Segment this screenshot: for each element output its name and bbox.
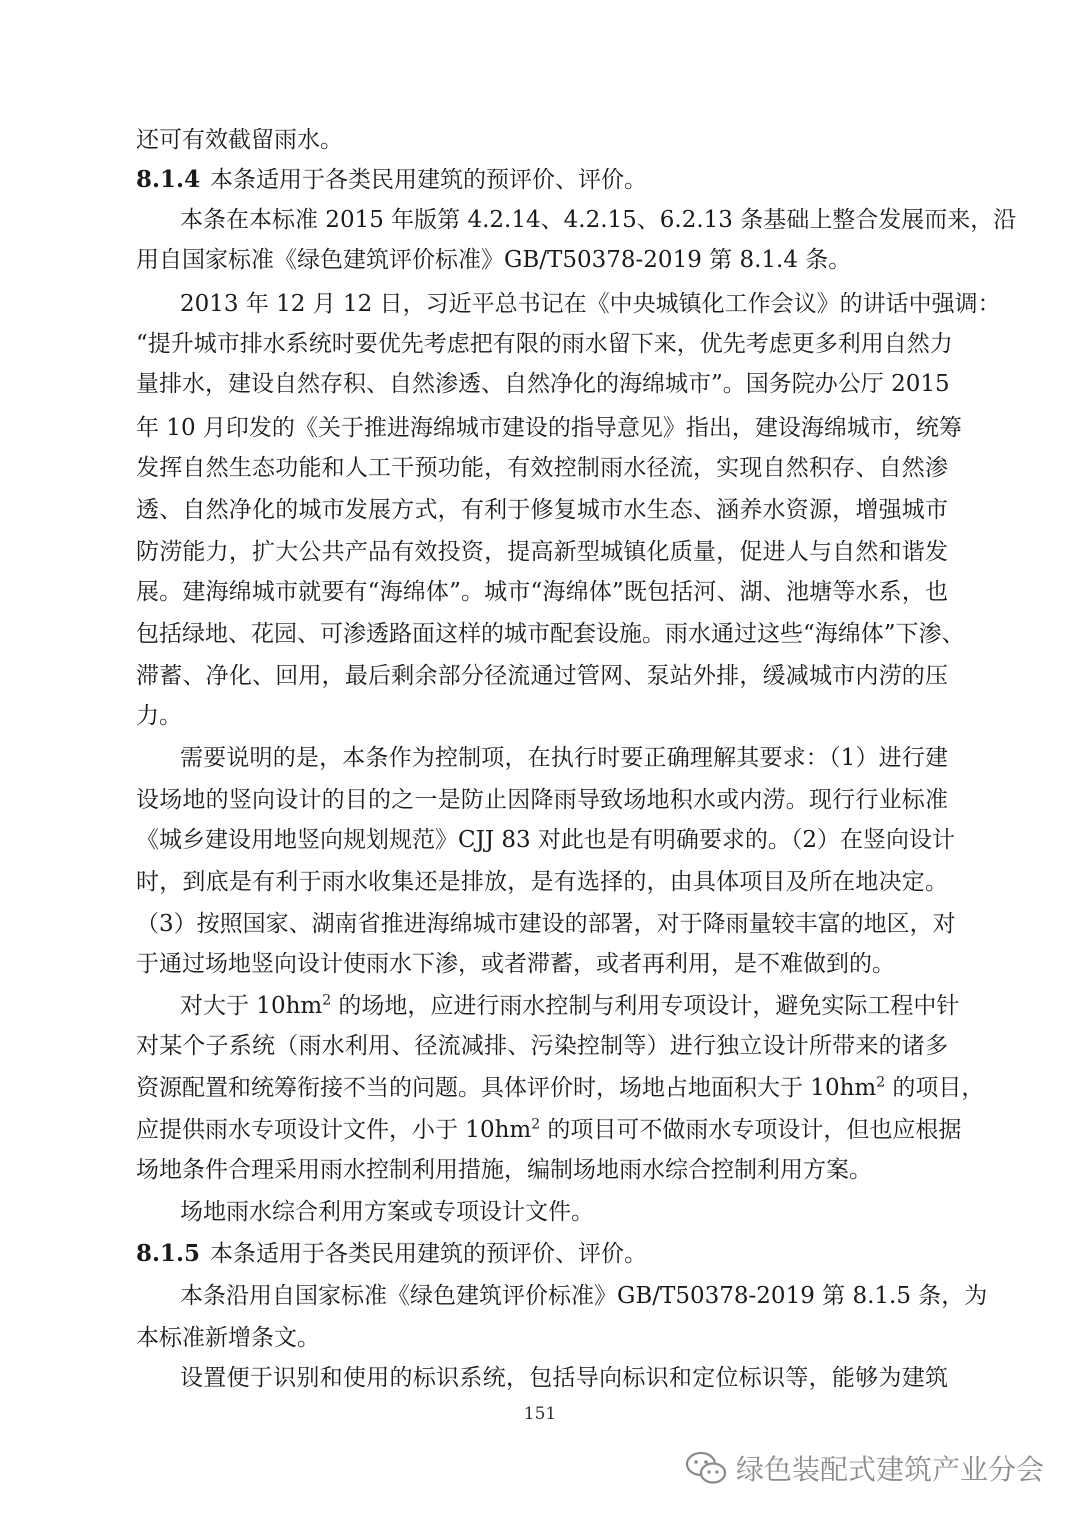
text-line: 设置便于识别和使用的标识系统，包括导向标识和定位标识等，能够为建筑 (180, 1365, 948, 1391)
text-line: （3）按照国家、湖南省推进海绵城市建设的部署，对于降雨量较丰富的地区，对 (136, 911, 956, 937)
text-line: 发挥自然生态功能和人工干预功能，有效控制雨水径流，实现自然积存、自然渗 (136, 455, 948, 481)
text-line: 应提供雨水专项设计文件，小于 $10hm^2$ 的项目可不做雨水专项设计，但也应根据 (136, 1116, 962, 1143)
text-line: 量排水，建设自然存积、自然渗透、自然净化的海绵城市”。国务院办公厅 2015 (136, 371, 950, 397)
text-line: 本条在本标准 2015 年版第 4.2.14、4.2.15、6.2.13 条基础上整合发展而来，沿 (180, 207, 1017, 233)
section-heading-8-1-4: 8.1.4 本条适用于各类民用建筑的预评价、评价。 (136, 166, 648, 193)
text-line: 本标准新增条文。 (136, 1325, 320, 1351)
section-number: 8.1.5 (136, 1240, 201, 1267)
text-line: 年 10 月印发的《关于推进海绵城市建设的指导意见》指出，建设海绵城市，统筹 (136, 415, 962, 441)
watermark-text: 绿色装配式建筑产业分会 (735, 1453, 1044, 1486)
watermark (684, 1446, 1044, 1490)
section-number: 8.1.4 (136, 166, 201, 193)
text-line: 设场地的竖向设计的目的之一是防止因降雨导致场地积水或内涝。现行行业标准 (136, 787, 948, 813)
text-line: 本条沿用自国家标准《绿色建筑评价标准》GB/T50378-2019 第 8.1.5 条，为 (180, 1283, 988, 1309)
text-line: 力。 (136, 703, 182, 729)
text-line: 对大于 $10hm^2$ 的场地，应进行雨水控制与利用专项设计，避免实际工程中针 (180, 992, 960, 1019)
wechat-icon (684, 1450, 728, 1486)
section-heading-8-1-5: 8.1.5 本条适用于各类民用建筑的预评价、评价。 (136, 1240, 648, 1267)
text-line: 还可有效截留雨水。 (136, 127, 343, 153)
text-line: 《城乡建设用地竖向规划规范》CJJ 83 对此也是有明确要求的。（2）在竖向设计 (136, 827, 956, 853)
page-number: 151 (523, 1404, 557, 1424)
text-line: 场地雨水综合利用方案或专项设计文件。 (180, 1199, 594, 1225)
text-line: 场地条件合理采用雨水控制利用措施，编制场地雨水综合控制利用方案。 (136, 1157, 872, 1183)
text-line: 滞蓄、净化、回用，最后剩余部分径流通过管网、泵站外排，缓减城市内涝的压 (136, 663, 948, 689)
text-line: 于通过场地竖向设计使雨水下渗，或者滞蓄，或者再利用，是不难做到的。 (136, 951, 895, 977)
text-line: 防涝能力，扩大公共产品有效投资，提高新型城镇化质量，促进人与自然和谐发 (136, 539, 948, 565)
text-line: “提升城市排水系统时要优先考虑把有限的雨水留下来，优先考虑更多利用自然力 (136, 331, 953, 357)
text-line: 包括绿地、花园、可渗透路面这样的城市配套设施。雨水通过这些“海绵体”下渗、 (136, 621, 965, 647)
text-line: 透、自然净化的城市发展方式，有利于修复城市水生态、涵养水资源，增强城市 (136, 497, 948, 523)
text-line: 用自国家标准《绿色建筑评价标准》GB/T50378-2019 第 8.1.4 条。 (136, 247, 852, 273)
text-line: 需要说明的是，本条作为控制项，在执行时要正确理解其要求：（1）进行建 (180, 745, 948, 771)
text-line: 对某个子系统（雨水利用、径流减排、污染控制等）进行独立设计所带来的诸多 (136, 1033, 948, 1059)
text-line: 展。建海绵城市就要有“海绵体”。城市“海绵体”既包括河、湖、池塘等水系，也 (136, 579, 948, 605)
text-line: 时，到底是有利于雨水收集还是排放，是有选择的，由具体项目及所在地决定。 (136, 869, 948, 895)
text-line: 资源配置和统筹衔接不当的问题。具体评价时，场地占地面积大于 $10hm^2$ 的项目， (136, 1074, 985, 1101)
text-line: 2013 年 12 月 12 日，习近平总书记在《中央城镇化工作会议》的讲话中强调： (180, 291, 1001, 317)
